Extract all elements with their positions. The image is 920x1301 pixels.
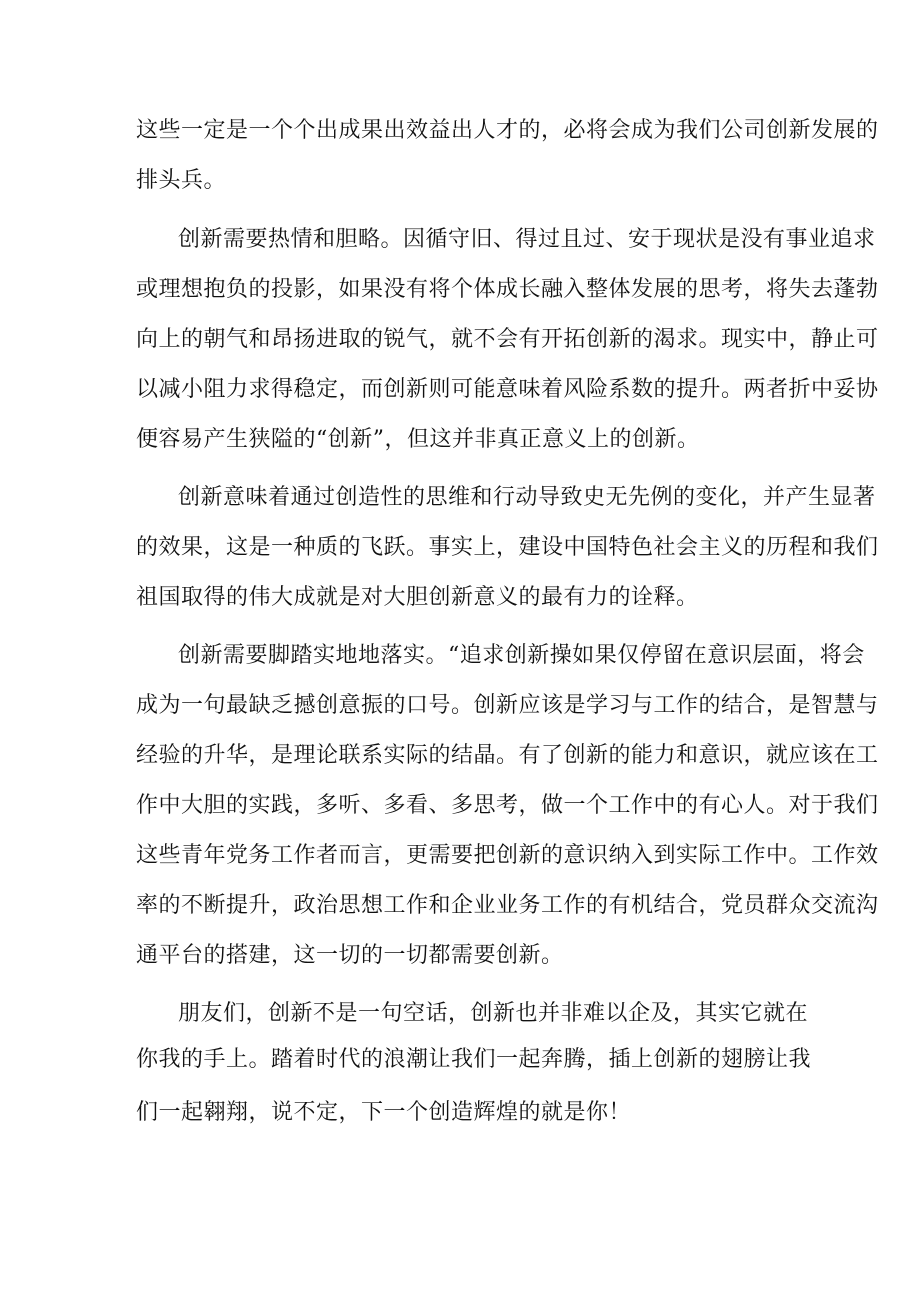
paragraph-first-line: 创新意味着通过创造性的思维和行动导致史无先例的变化，并产生显著 — [178, 485, 876, 510]
text-line: 你我的手上。踏着时代的浪潮让我们一起奔腾，插上创新的翅膀让我 — [136, 1047, 812, 1072]
paragraph-first-line: 朋友们，创新不是一句空话，创新也并非难以企及，其实它就在 — [178, 1001, 809, 1026]
paragraph-first-line: 创新需要脚踏实地地落实。“追求创新操如果仅停留在意识层面，将会 — [178, 643, 865, 668]
text-line: 向上的朝气和昂扬进取的锐气，就不会有开拓创新的渴求。现实中，静止可 — [136, 327, 879, 352]
text-line: 通平台的搭建，这一切的一切都需要创新。 — [136, 943, 564, 968]
text-line: 祖国取得的伟大成就是对大胆创新意义的最有力的诠释。 — [136, 585, 699, 610]
text-line: 排头兵。 — [136, 168, 227, 193]
text-line: 便容易产生狭隘的“创新”，但这并非真正意义上的创新。 — [136, 427, 700, 452]
text-line: 以减小阻力求得稳定，而创新则可能意味着风险系数的提升。两者折中妥协 — [136, 377, 879, 402]
text-line: 作中大胆的实践，多听、多看、多思考，做一个工作中的有心人。对于我们 — [136, 793, 879, 818]
text-line: 这些青年党务工作者而言，更需要把创新的意识纳入到实际工作中。工作效 — [136, 843, 879, 868]
text-line: 或理想抱负的投影，如果没有将个体成长融入整体发展的思考，将失去蓬勃 — [136, 277, 879, 302]
text-line: 率的不断提升，政治思想工作和企业业务工作的有机结合，党员群众交流沟 — [136, 893, 879, 918]
text-line: 经验的升华，是理论联系实际的结晶。有了创新的能力和意识，就应该在工 — [136, 743, 879, 768]
text-line: 这些一定是一个个出成果出效益出人才的，必将会成为我们公司创新发展的 — [136, 118, 879, 143]
text-line: 成为一句最缺乏撼创意振的口号。创新应该是学习与工作的结合，是智慧与 — [136, 693, 879, 718]
text-line: 们一起翱翔，说不定，下一个创造辉煌的就是你！ — [136, 1100, 632, 1125]
text-line: 的效果，这是一种质的飞跃。事实上，建设中国特色社会主义的历程和我们 — [136, 535, 879, 560]
paragraph-first-line: 创新需要热情和胆略。因循守旧、得过且过、安于现状是没有事业追求 — [178, 227, 876, 252]
